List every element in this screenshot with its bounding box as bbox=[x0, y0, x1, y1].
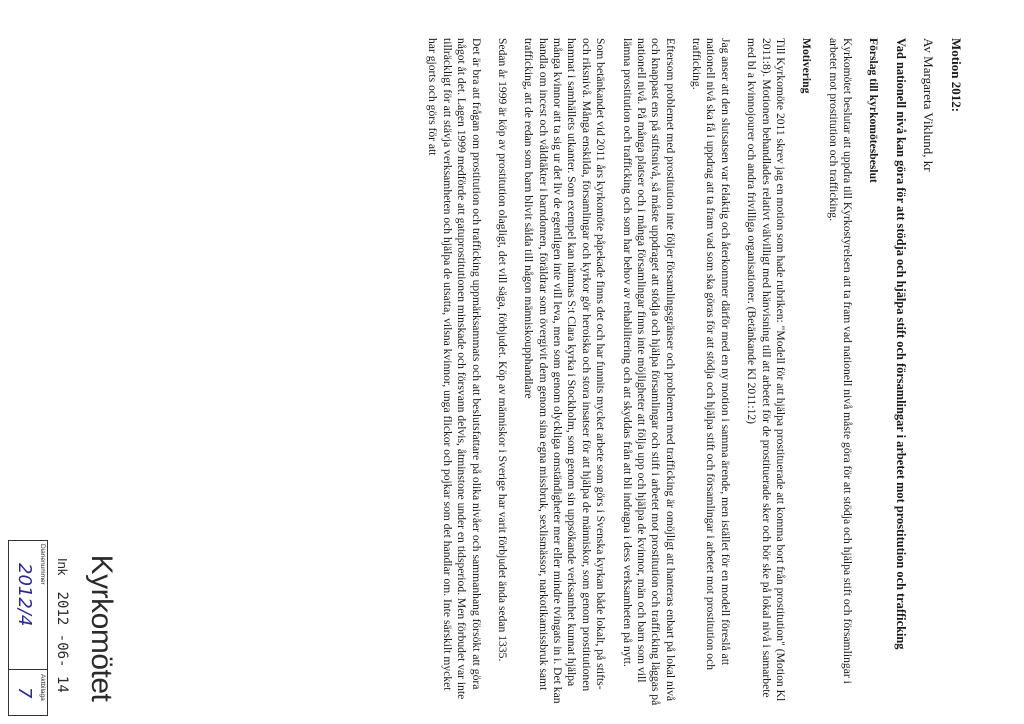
paragraph: Sedan år 1999 är köp av prostitution olagligt, det vill säga, förbjudet. Köp av människor i Sverige har varit förbjudet ända sedan 1335. bbox=[495, 38, 509, 662]
stamp-date: 2012 -06- 14 bbox=[54, 591, 70, 693]
motion-title: Motion 2012: bbox=[949, 38, 964, 113]
stamp-registry-box bbox=[8, 540, 48, 716]
paragraph: Eftersom problemet med prostitution inte följer församlingsgränser och problemen med trafficking är omöjligt att hanteras enbart på lokal nivå och knappast ens på stiftsnivå, så måste uppdraget att stödja och hjälpa församlingar och stift i arbetet mot prostitution och trafficking läggas på nationell nivå. På många platser och i många församlingar finns inte möjligheter att följa upp och hjälpa de kvinnor, män och barn som vill lämna prostitution och trafficking och som har behov av rehabilitering och att skyddas från att bli indragna i dess verksamheten på nytt. bbox=[620, 38, 677, 706]
motion-heading: Vad nationell nivå kan göra för att stödja och hjälpa stift och församlingar i arbetet mot prostitution och trafficking bbox=[893, 38, 908, 650]
stamp-organization: Kyrkomötet bbox=[85, 554, 118, 702]
motion-author: Av Margareta Viklund, kr bbox=[920, 38, 936, 172]
stamp-attachment-cell bbox=[9, 671, 47, 715]
proposal-text: Kyrkomötet beslutar att uppdra till Kyrkostyrelsen att ta fram vad nationell nivå måste göra för att stödja och hjälpa stift och församlingar i arbetet mot prostitution och trafficking. bbox=[826, 38, 855, 684]
paragraph: Det är bra att frågan om prostitution och trafficking uppmärksammats och att beslutsfattare på olika nivåer och sammanhang försökt att göra något åt det. Lagen 1999 medförde att gatuprostitutionen minskade och försvann delvis, åtminstone under en tidsperiod. Men förbudet var inte tillräckligt för att stävja verksamheten och hjälpa de utsatta, vilsna kvinnor, unga flickor och pojkar som det handlar om. Inte särskilt mycket har gjorts och görs för att bbox=[426, 38, 483, 700]
paragraph: Jag anser att den slutsatsen var felaktig och återkommer därför med en ny motion i samma ärende, men istället för en modell föreslå att nationell nivå ska få i uppdrag att ta fram vad som ska göras för att stödja och hjälpa stift och församlingar i arbetet mot prostitution och trafficking. bbox=[690, 38, 732, 671]
received-stamp bbox=[6, 540, 118, 716]
stamp-diary-label: Diarienummer bbox=[39, 544, 46, 585]
proposal-heading: Förslag till kyrkomötesbeslut bbox=[867, 38, 881, 183]
paragraph: Som betänkandet vid 2011 års kyrkomöte påpekade finns det och har funnits mycket arbete som görs i Svenska kyrkan både lokalt, på stifts- och riksnivå. Många enskilda, församlingar och kyrkor gör heroiska och stora insatser för att hjälpa de människor, som genom prostitutionen hamnat i samhällets utkanter. Som exempel kan nämnas S:t Clara kyrka i Stockholm, som genom sin uppsökande verksamhet kunnat hjälpa många kvinnor att ta sig ur det liv de egentligen inte vill leva, men som genom olyckliga omständigheter mer eller mindre tvingats in i. Det kan handla om incest och våldtäkter i barndomen, föräldrar som övergivit dem genom sina egna missbruk, sexlismässor, narkotikamissbruk samt trafficking, att de redan som barn blivit sålda till någon människoupphandlare bbox=[522, 38, 608, 704]
motivation-heading: Motivering bbox=[800, 38, 814, 94]
stamp-diary-cell bbox=[9, 541, 47, 670]
stamp-ink-label: Ink bbox=[55, 558, 70, 576]
stamp-date-row bbox=[54, 558, 70, 708]
document-body bbox=[413, 38, 964, 708]
paragraph: Till Kyrkomöte 2011 skrev jag en motion som hade rubriken: "Modell för att hjälpa prostituerade att komma bort från prostitution" (Motion Kl 2011:8). Motionen behandlades relativt välvilligt med hänvisning till att arbetet för de prostituerade sker och bör ske på lokal nivå i samarbete med bl a kvinnojourer och andra frivilliga organisationer. (Betänkande Kl 2011:12) bbox=[745, 38, 787, 702]
stamp-attachment-label: Aktbilaga bbox=[39, 674, 46, 701]
stamp-diary-number: 2012/4 bbox=[14, 563, 35, 627]
stamp-attachment-number: 7 bbox=[14, 687, 35, 699]
